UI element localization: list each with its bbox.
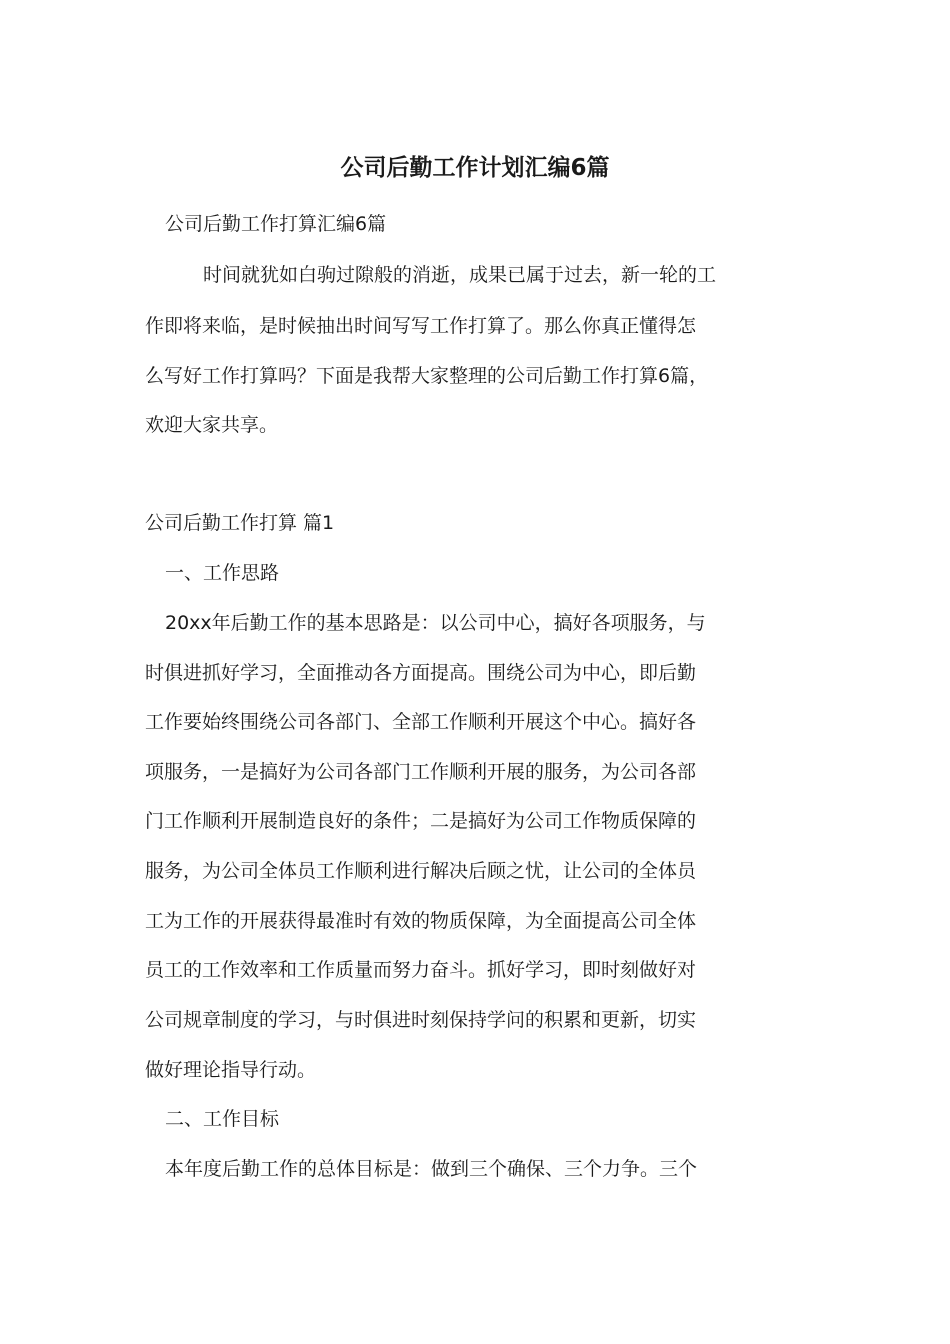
paragraph-line: 做好理论指导行动。 [145, 1059, 317, 1081]
paragraph-line: 服务，为公司全体员工作顺利进行解决后顾之忧，让公司的全体员 [145, 860, 697, 882]
section-title: 公司后勤工作打算 篇1 [145, 512, 335, 534]
paragraph-line: 项服务，一是搞好为公司各部门工作顺利开展的服务，为公司各部 [145, 761, 697, 783]
paragraph-line: 本年度后勤工作的总体目标是：做到三个确保、三个力争。三个 [165, 1158, 698, 1180]
intro-line: 作即将来临，是时候抽出时间写写工作打算了。那么你真正懂得怎 [145, 315, 697, 337]
paragraph-line: 公司规章制度的学习，与时俱进时刻保持学问的积累和更新，切实 [145, 1009, 697, 1031]
intro-line: 么写好工作打算吗？下面是我帮大家整理的公司后勤工作打算6篇， [145, 365, 709, 387]
heading-work-goals: 二、工作目标 [165, 1108, 280, 1130]
intro-line: 时间就犹如白驹过隙般的消逝，成果已属于过去，新一轮的工 [203, 264, 717, 286]
document-subtitle: 公司后勤工作打算汇编6篇 [165, 213, 387, 235]
document-title: 公司后勤工作计划汇编6篇 [340, 155, 610, 181]
intro-line: 欢迎大家共享。 [145, 414, 279, 436]
paragraph-line: 门工作顺利开展制造良好的条件；二是搞好为公司工作物质保障的 [145, 810, 697, 832]
paragraph-line: 时俱进抓好学习，全面推动各方面提高。围绕公司为中心，即后勤 [145, 662, 697, 684]
paragraph-line: 20xx年后勤工作的基本思路是：以公司中心，搞好各项服务，与 [165, 612, 706, 634]
paragraph-line: 工作要始终围绕公司各部门、全部工作顺利开展这个中心。搞好各 [145, 711, 697, 733]
heading-work-approach: 一、工作思路 [165, 562, 280, 584]
paragraph-line: 工为工作的开展获得最准时有效的物质保障，为全面提高公司全体 [145, 910, 697, 932]
paragraph-line: 员工的工作效率和工作质量而努力奋斗。抓好学习，即时刻做好对 [145, 959, 697, 981]
